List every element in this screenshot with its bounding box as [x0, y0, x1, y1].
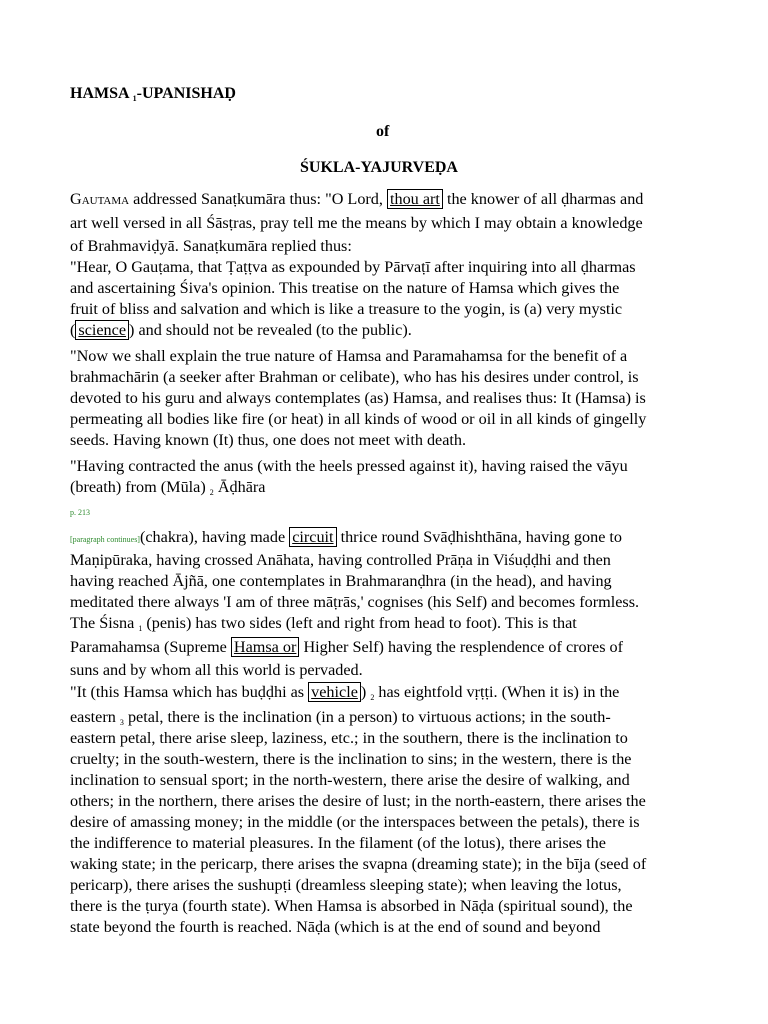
text-line: there is the ṭurya (fourth state). When Hamsa is absorbed in Nāḍa (spiritual sound), the	[70, 897, 633, 915]
footnote-ref: 1	[132, 94, 137, 103]
boxed-term[interactable]: circuit	[289, 527, 336, 547]
text-line: eastern petal, there arise sleep, laziness, etc.; in the southern, there is the inclination to	[70, 729, 628, 747]
page-reference: p. 213	[70, 508, 90, 517]
text-line: devoted to his guru and always contemplates (as) Hamsa, and realises thus: It (Hamsa) is	[70, 389, 646, 407]
footnote-ref: 2	[209, 488, 214, 497]
text-line: of Brahmaviḍyā. Sanaṭkumāra replied thus:	[70, 237, 352, 255]
text-line: Paramahamsa (Supreme Hamsa or Higher Self) having the resplendence of crores of	[70, 638, 624, 656]
text-line: having reached Ājñā, one contemplates in Brahmaranḍhra (in the head), and having	[70, 572, 612, 590]
text-line: "Now we shall explain the true nature of Hamsa and Paramahamsa for the benefit of a	[70, 347, 628, 365]
text-line: meditated there always 'I am of three māṭrās,' cognises (his Self) and becomes formless.	[70, 593, 640, 611]
text-line: pericarp), there arises the sushupṭi (dreamless sleeping state); when leaving the lotus,	[70, 876, 622, 894]
paragraph-continues-note: [paragraph continues]	[70, 535, 140, 544]
boxed-term[interactable]: Hamsa or	[231, 637, 299, 657]
boxed-term[interactable]: vehicle	[308, 682, 361, 702]
text-line: fruit of bliss and salvation and which is like a treasure to the yogin, is (a) very mystic	[70, 300, 623, 318]
footnote-ref: 1	[138, 624, 143, 633]
boxed-term[interactable]: thou art	[387, 189, 443, 209]
text-line: others; in the northern, there arises the desire of lust; in the north-eastern, there arises the	[70, 792, 646, 810]
text-line: Maṇipūraka, having crossed Anāhata, having controlled Prāṇa in Viśuḍḍhi and then	[70, 551, 611, 569]
text-line: suns and by whom all this world is pervaded.	[70, 661, 363, 679]
text-line: state beyond the fourth is reached. Nāḍa (which is at the end of sound and beyond	[70, 918, 601, 936]
footnote-ref: 2	[370, 693, 375, 702]
text-line: eastern $_3$ petal, there is the inclination (in a person) to virtuous actions; in the south-	[70, 708, 611, 727]
text-line: art well versed in all Śāsṭras, pray tell me the means by which I may obtain a knowledge	[70, 214, 643, 232]
text-line: The Śisna $_1$ (penis) has two sides (left and right from head to foot). This is that	[70, 614, 577, 633]
text-line: the indifference to material pleasures. In the filament (of the lotus), there arises the	[70, 834, 606, 852]
text-line: waking state; in the pericarp, there arises the svapna (dreaming state); in the bīja (seed of	[70, 855, 647, 873]
text-line: Gautama addressed Sanaṭkumāra thus: "O Lord, thou art the knower of all ḍharmas and	[70, 190, 644, 208]
text-line: inclination to sensual sport; in the north-western, there arise the desire of walking, and	[70, 771, 630, 789]
text-line: "It (this Hamsa which has buḍḍhi as vehicle ) $_2$ has eightfold vṛṭṭi. (When it is) in the	[70, 683, 620, 702]
document-title: HAMSA $_1$-UPANISHAḌ	[70, 85, 236, 103]
text-line: ( science ) and should not be revealed (to the public).	[70, 321, 412, 339]
text-line: "Hear, O Gauṭama, that Ṭaṭṭva as expounded by Pārvaṭī after inquiring into all ḍharmas	[70, 258, 636, 276]
text-line: cruelty; in the south-western, there is the inclination to sins; in the western, there is the	[70, 750, 632, 768]
text-line: seeds. Having known (It) thus, one does not meet with death.	[70, 431, 467, 449]
text-line: (breath) from (Mūla) $_2$ Āḍhāra	[70, 478, 266, 497]
text-line: brahmachārin (a seeker after Brahman or celibate), who has his desires under control, is	[70, 368, 639, 386]
title-of: of	[376, 123, 390, 140]
text-line: and ascertaining Śiva's opinion. This treatise on the nature of Hamsa which gives the	[70, 279, 620, 297]
text-line: desire of amassing money; in the middle (or the interspaces between the petals), there is	[70, 813, 640, 831]
text-line: [paragraph continues](chakra), having made circuit thrice round Svāḍhishthāna, having gone to	[70, 528, 623, 546]
footnote-ref: 3	[119, 718, 124, 727]
text-line: "Having contracted the anus (with the heels pressed against it), having raised the vāyu	[70, 457, 628, 475]
text-line: permeating all bodies like fire (or heat) in all kinds of wood or oil in all kinds of gingelly	[70, 410, 647, 428]
boxed-term[interactable]: science	[75, 320, 129, 340]
veda-title: ŚUKLA-YAJURVEḌA	[300, 159, 458, 176]
